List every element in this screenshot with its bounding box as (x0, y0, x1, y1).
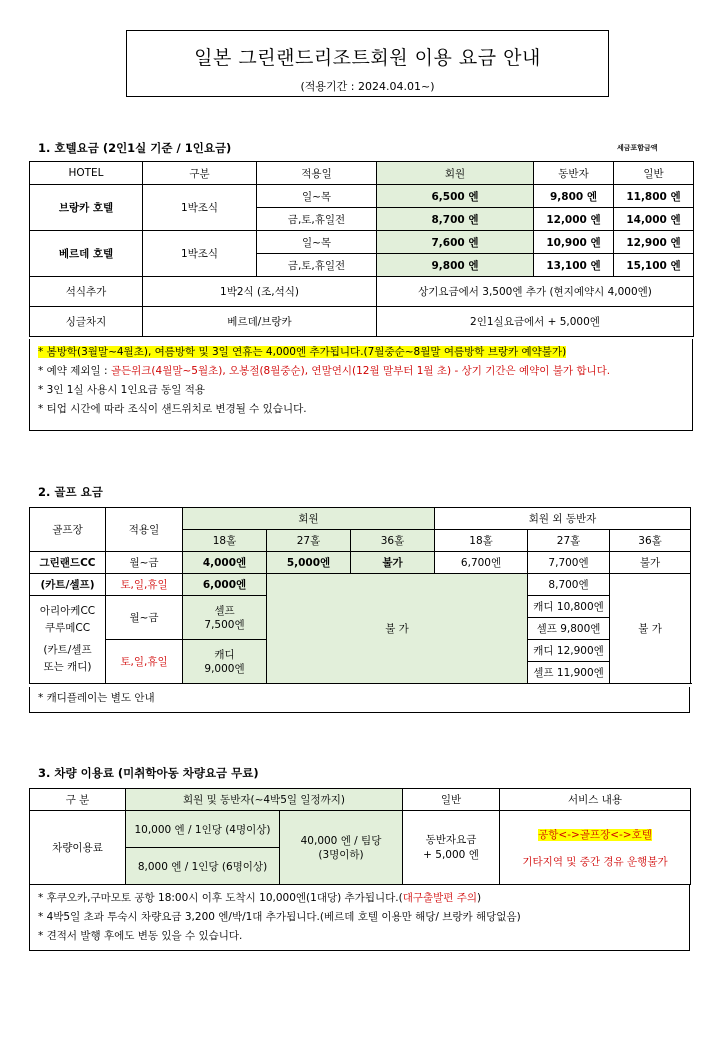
hotel-companion-price: 12,000 엔 (534, 208, 614, 231)
golf-caddy-price: 캐디 9,000엔 (183, 640, 267, 684)
single-desc: 베르데/브랑카 (143, 307, 377, 337)
hotel-section-title: 1. 호텔요금 (2인1실 기준 / 1인요금) (38, 141, 232, 155)
golf-header-27: 27홀 (267, 530, 351, 552)
golf-table (29, 507, 691, 684)
vehicle-note-extended: * 4박5일 초과 투숙시 차량요금 3,200 엔/박/1대 추가됩니다.(베르데 호텔 이용만 해당/ 브랑카 해당없음) (38, 911, 521, 923)
golf-header-18: 18홀 (435, 530, 528, 552)
hotel-header-general: 일반 (614, 162, 694, 185)
hotel-type: 1박조식 (143, 185, 257, 231)
vehicle-notes (29, 885, 690, 951)
hotel-note-peak: * 봄방학(3월말~4월초), 여름방학 및 3일 연휴는 4,000엔 추가됩니다.(7월중순~8월말 여름방학 브랑카 예약불가) (38, 346, 567, 358)
golf-header-day: 적용일 (106, 508, 183, 552)
golf-course-type: (카트/셀프) (30, 574, 106, 596)
page-subtitle: (적용기간 : 2024.04.01~) (300, 80, 435, 93)
golf-nonmember-self: 셀프 11,900엔 (528, 662, 610, 684)
hotel-name: 브랑카 호텔 (30, 185, 143, 231)
golf-course-name: 그린랜드CC (30, 552, 106, 574)
hotel-header-day: 적용일 (257, 162, 377, 185)
meal-desc: 1박2식 (조,석식) (143, 277, 377, 307)
hotel-general-price: 12,900 엔 (614, 231, 694, 254)
title-box (126, 30, 609, 97)
golf-day: 토,일,휴일 (106, 640, 183, 684)
golf-header-member: 회원 (183, 508, 435, 530)
hotel-header-hotel: HOTEL (30, 162, 143, 185)
golf-course-ariake: 아리아케CC 쿠루메CC (카트/셀프 또는 캐디) (30, 596, 106, 684)
hotel-type: 1박조식 (143, 231, 257, 277)
hotel-header-type: 구분 (143, 162, 257, 185)
vehicle-header-general: 일반 (403, 789, 500, 811)
golf-header-36: 36홀 (610, 530, 691, 552)
golf-header-nonmember: 회원 외 동반자 (435, 508, 691, 530)
hotel-note-breakfast: * 티업 시간에 따라 조식이 샌드위치로 변경될 수 있습니다. (38, 403, 307, 415)
vehicle-price-4plus: 10,000 엔 / 1인당 (4명이상) (126, 811, 280, 848)
hotel-day: 금,토,휴일전 (257, 254, 377, 277)
meal-price: 상기요금에서 3,500엔 추가 (현지예약시 4,000엔) (377, 277, 694, 307)
vehicle-note-quote: * 견적서 발행 후에도 변동 있을 수 있습니다. (38, 930, 243, 942)
golf-nonmember-unavailable: 불 가 (610, 574, 691, 684)
golf-nonmember-caddy: 캐디 12,900엔 (528, 640, 610, 662)
golf-nonmember-caddy: 캐디 10,800엔 (528, 596, 610, 618)
vehicle-table (29, 788, 691, 885)
hotel-note-triple: * 3인 1실 사용시 1인요금 동일 적용 (38, 384, 206, 396)
golf-nonmember-18: 8,700엔 (528, 574, 610, 596)
golf-notes (29, 687, 690, 713)
hotel-general-price: 11,800 엔 (614, 185, 694, 208)
golf-day: 토,일,휴일 (106, 574, 183, 596)
golf-nonmember-self: 셀프 9,800엔 (528, 618, 610, 640)
golf-member-unavailable: 불 가 (267, 574, 528, 684)
vehicle-service-limit: 기타지역 및 중간 경유 운행불가 (522, 855, 668, 868)
vehicle-header-type: 구 분 (30, 789, 126, 811)
single-price: 2인1실요금에서 + 5,000엔 (377, 307, 694, 337)
page-title: 일본 그린랜드리조트회원 이용 요금 안내 (194, 47, 541, 69)
hotel-table (29, 161, 694, 337)
golf-member-18: 6,000엔 (183, 574, 267, 596)
golf-day: 월~금 (106, 596, 183, 640)
hotel-member-price: 7,600 엔 (377, 231, 534, 254)
vehicle-service-route: 공항<->골프장<->호텔 (538, 828, 652, 841)
golf-day: 월~금 (106, 552, 183, 574)
golf-header-course: 골프장 (30, 508, 106, 552)
vehicle-label: 차량이용료 (30, 811, 126, 885)
golf-self-price: 셀프 7,500엔 (183, 596, 267, 640)
meal-label: 석식추가 (30, 277, 143, 307)
golf-note-caddy: * 캐디플레이는 별도 안내 (38, 692, 155, 704)
golf-member-36: 불가 (351, 552, 435, 574)
golf-header-27: 27홀 (528, 530, 610, 552)
vehicle-section-title: 3. 차량 이용료 (미취학아동 차량요금 무료) (38, 766, 259, 780)
hotel-member-price: 9,800 엔 (377, 254, 534, 277)
hotel-day: 일~목 (257, 185, 377, 208)
vehicle-general-price: 동반자요금 + 5,000 엔 (403, 811, 500, 885)
hotel-companion-price: 13,100 엔 (534, 254, 614, 277)
hotel-general-price: 14,000 엔 (614, 208, 694, 231)
golf-nonmember-36: 불가 (610, 552, 691, 574)
hotel-header-member: 회원 (377, 162, 534, 185)
golf-nonmember-18: 6,700엔 (435, 552, 528, 574)
vehicle-service (500, 811, 691, 885)
vehicle-price-team: 40,000 엔 / 팀당 (3명이하) (280, 811, 403, 885)
hotel-day: 금,토,휴일전 (257, 208, 377, 231)
hotel-member-price: 8,700 엔 (377, 208, 534, 231)
hotel-header-companion: 동반자 (534, 162, 614, 185)
hotel-note-exclusion: * 예약 제외일 : 골든위크(4월말~5월초), 오봉절(8월중순), 연말연시(12월 말부터 1월 초) - 상기 기간은 예약이 불가 합니다. (38, 365, 611, 377)
hotel-companion-price: 10,900 엔 (534, 231, 614, 254)
golf-section-title: 2. 골프 요금 (38, 485, 103, 499)
hotel-member-price: 6,500 엔 (377, 185, 534, 208)
golf-header-36: 36홀 (351, 530, 435, 552)
hotel-day: 일~목 (257, 231, 377, 254)
golf-member-27: 5,000엔 (267, 552, 351, 574)
vehicle-price-6plus: 8,000 엔 / 1인당 (6명이상) (126, 848, 280, 885)
golf-header-18: 18홀 (183, 530, 267, 552)
hotel-notes (29, 339, 693, 431)
vehicle-header-member: 회원 및 동반자(~4박5일 일정까지) (126, 789, 403, 811)
hotel-general-price: 15,100 엔 (614, 254, 694, 277)
vehicle-header-service: 서비스 내용 (500, 789, 691, 811)
golf-member-18: 4,000엔 (183, 552, 267, 574)
vehicle-note-airport: * 후쿠오카,구마모토 공항 18:00시 이후 도착시 10,000엔(1대당) 추가됩니다.(대구출발편 주의) (38, 892, 482, 904)
hotel-companion-price: 9,800 엔 (534, 185, 614, 208)
tax-note: 세금포함금액 (617, 144, 658, 152)
golf-nonmember-27: 7,700엔 (528, 552, 610, 574)
single-label: 싱글차지 (30, 307, 143, 337)
hotel-name: 베르데 호텔 (30, 231, 143, 277)
